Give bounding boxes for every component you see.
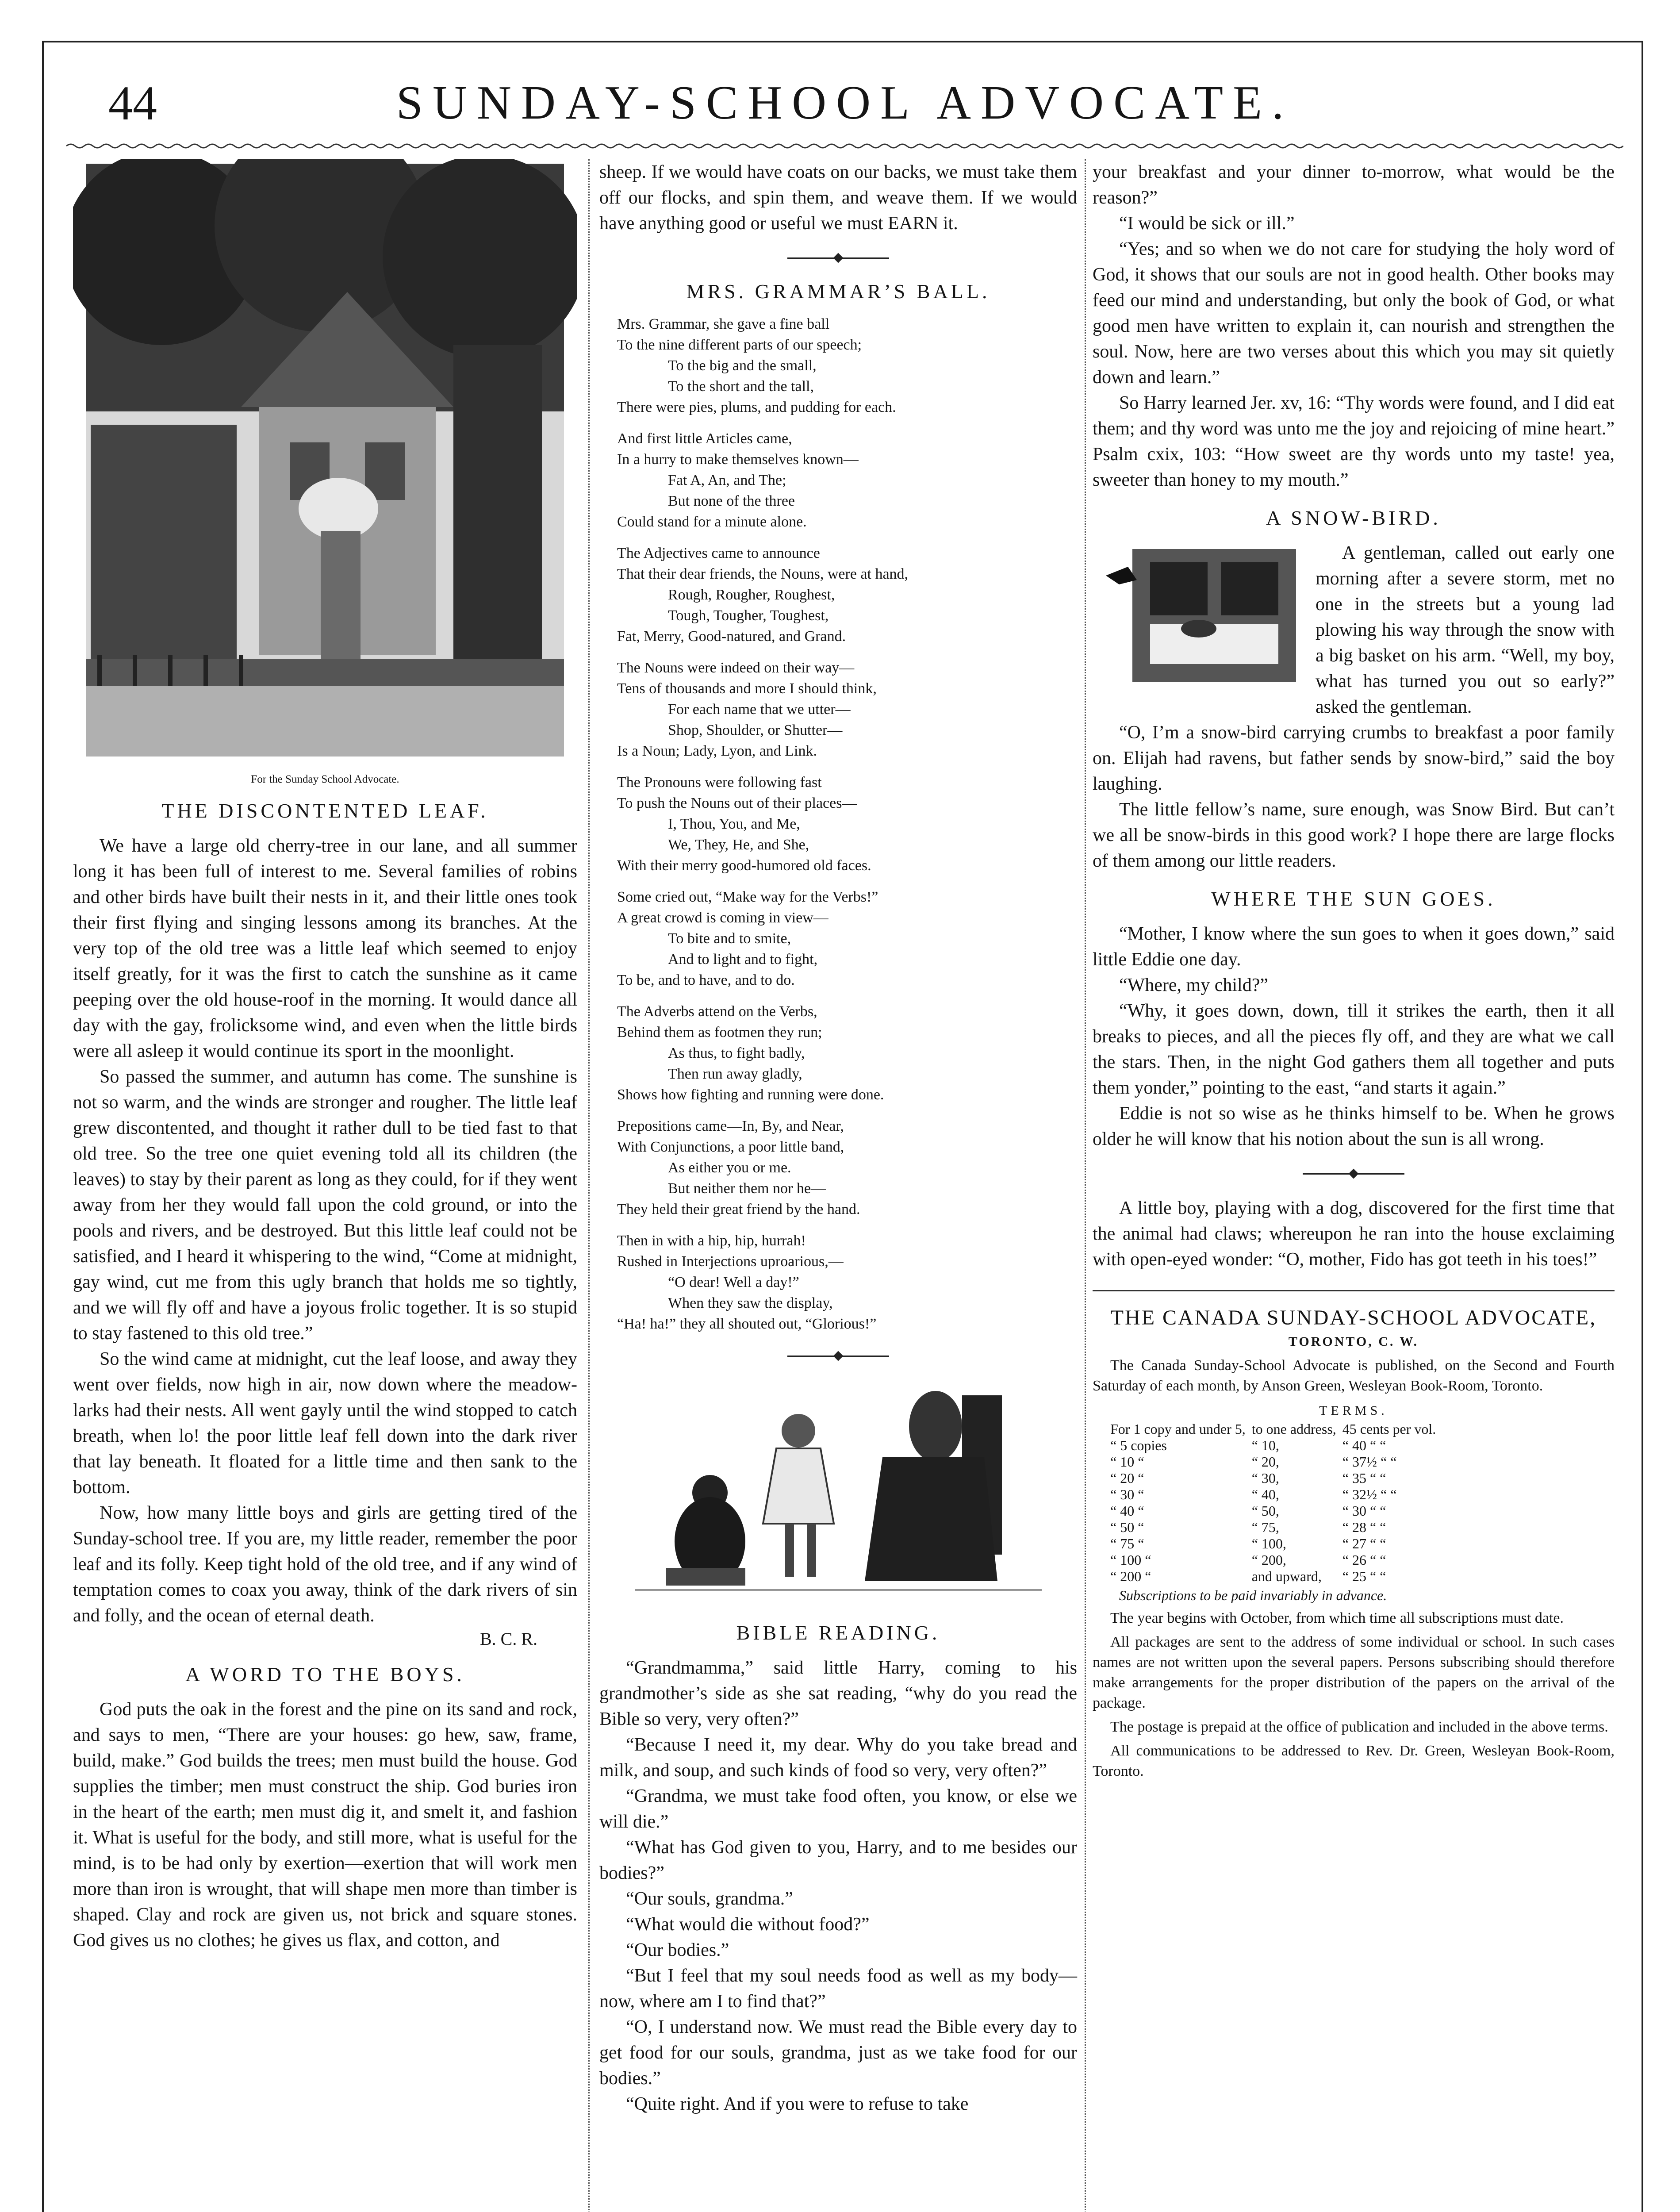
- terms-cell: “ 100,: [1251, 1536, 1286, 1551]
- grandmother-children-engraving: [599, 1378, 1077, 1608]
- poem-stanza: [617, 543, 1077, 647]
- terms-table: [1110, 1421, 1442, 1585]
- terms-cell: “ 27 “ “: [1342, 1536, 1386, 1551]
- boys-heading: A WORD TO THE BOYS.: [185, 1663, 465, 1686]
- column-1: [73, 159, 577, 2212]
- snowbird-heading: A SNOW-BIRD.: [1266, 507, 1441, 529]
- poem-line: Tens of thousands and more I should think,: [617, 680, 877, 697]
- poem-line: There were pies, plums, and pudding for each.: [617, 399, 896, 415]
- poem-line: Behind them as footmen they run;: [617, 1024, 822, 1041]
- poem-line: The Nouns were indeed on their way—: [617, 660, 855, 676]
- sun-paragraph-4: Eddie is not so wise as he thinks himself to be. When he grows older he will know that his notion about the sun is all wrong.: [1093, 1103, 1615, 1149]
- dog-paragraph: A little boy, playing with a dog, discovered for the first time that the animal had claws; whereupon he ran into the house exclaiming with open-eyed wonder: “O, mother, Fido has got teeth in his toes!”: [1093, 1198, 1615, 1270]
- boys-continued: sheep. If we would have coats on our backs, we must take them off our flocks, and spin them, and weave them. If we would have anything good or useful we must EARN it.: [599, 162, 1077, 234]
- bible-continued-4: So Harry learned Jer. xv, 16: “Thy words were found, and I did eat them; and thy word was unto me the joy and rejoicing of mine heart.” Psalm cxix, 103: “How sweet are thy words unto my taste! yea, sweeter than honey to my mouth.”: [1093, 393, 1615, 490]
- poem-line: With Conjunctions, a poor little band,: [617, 1139, 844, 1155]
- terms-cell: “ 50,: [1251, 1503, 1279, 1519]
- poem-line: To the short and the tall,: [668, 378, 814, 395]
- poem-line: Mrs. Grammar, she gave a fine ball: [617, 316, 830, 332]
- poem-line: Then run away gladly,: [668, 1066, 802, 1082]
- poem-line: Rough, Rougher, Roughest,: [668, 587, 835, 603]
- terms-cell: “ 20 “: [1110, 1470, 1144, 1486]
- snowbird-paragraph-3: The little fellow’s name, sure enough, was Snow Bird. But can’t we all be snow-birds in this good work? I hope there are large flocks of them among our little readers.: [1093, 799, 1615, 871]
- ball-heading: MRS. GRAMMAR’S BALL.: [686, 280, 990, 303]
- terms-cell: “ 26 “ “: [1342, 1552, 1386, 1568]
- poem-line: I, Thou, You, and Me,: [668, 816, 800, 832]
- boys-paragraph: God puts the oak in the forest and the pine on its sand and rock, and says to men, “There are your houses: go hew, saw, frame, build, make.” God builds the trees; men must build the house. God supplies the timber; men must construct the ship. God buries iron in the heart of the earth; men must dig it, and smelt it, and fashion it. What is useful for the body, and still more, what is useful for the mind, is to be had only by exertion—exertion that will work men more than iron is wrought, that will shape men more than timber is shaped. Clay and rock are given us, not brick and square stones. God gives us no clothes; he gives us flax, and cotton, and: [73, 1699, 577, 1951]
- poem-line: “O dear! Well a day!”: [668, 1274, 799, 1290]
- notice-rule: [1093, 1290, 1615, 1291]
- poem-line: But none of the three: [668, 493, 795, 509]
- poem-stanza: [617, 1230, 1077, 1334]
- leaf-paragraph-1: We have a large old cherry-tree in our lane, and all summer long it has been full of interest to me. Several families of robins and other birds have built their nests in it, and their little ones took their first flying and singing lessons among its branches. At the very top of the old tree was a little leaf which seemed to enjoy itself greatly, for it was the first to catch the sunshine as it came peeping over the old house-roof in the morning. It would dance all day with the gay, frolicksome wind, and even when the little birds were all asleep it would continue its sport in the moonlight.: [73, 836, 577, 1061]
- terms-row: [1110, 1552, 1442, 1568]
- leaf-signature: B. C. R.: [479, 1629, 537, 1649]
- notice-note-1: The year begins with October, from which time all subscriptions must date.: [1110, 1610, 1564, 1626]
- poem-stanza: [617, 887, 1077, 991]
- terms-cell: “ 10,: [1251, 1437, 1279, 1453]
- terms-cell: “ 25 “ “: [1342, 1568, 1386, 1584]
- poem-stanza: [617, 1116, 1077, 1220]
- poem-line: The Adjectives came to announce: [617, 545, 820, 561]
- terms-cell: “ 30 “: [1110, 1486, 1144, 1502]
- notice-heading: THE CANADA SUNDAY-SCHOOL ADVOCATE,: [1110, 1306, 1597, 1329]
- poem-line: With their merry good-humored old faces.: [617, 857, 871, 874]
- terms-row: [1110, 1486, 1442, 1503]
- poem-line: The Adverbs attend on the Verbs,: [617, 1003, 817, 1020]
- terms-cell: “ 37½ “ “: [1342, 1454, 1397, 1470]
- poem-line: Prepositions came—In, By, and Near,: [617, 1118, 844, 1134]
- poem-line: For each name that we utter—: [668, 701, 851, 718]
- leaf-paragraph-3: So the wind came at midnight, cut the leaf loose, and away they went over fields, now high in air, now down where the meadow-larks had their nests. All went gayly until the wind stopped to catch breath, when lo! the poor little leaf fell down into the dark river that lay beneath. It floated for a little time and then sank to the bottom.: [73, 1349, 577, 1498]
- column-rule-1: [588, 159, 590, 2212]
- snowbird-paragraph-2: “O, I’m a snow-bird carrying crumbs to breakfast a poor family on. Elijah had ravens, but father sends by snow-bird,” said the boy laughing.: [1093, 722, 1615, 794]
- terms-cell: “ 10 “: [1110, 1454, 1144, 1470]
- poem-stanza: [617, 1001, 1077, 1105]
- poem-line: We, They, He, and She,: [668, 837, 809, 853]
- terms-row: [1110, 1568, 1442, 1585]
- terms-note: Subscriptions to be paid invariably in advance.: [1119, 1587, 1387, 1603]
- ball-poem: [599, 314, 1077, 1334]
- terms-cell: For 1 copy and under 5,: [1110, 1421, 1246, 1437]
- bible-paragraph-4: “What has God given to you, Harry, and to me besides our bodies?”: [599, 1837, 1077, 1883]
- poem-line: Rushed in Interjections uproarious,—: [617, 1253, 844, 1270]
- bible-continued-2: “I would be sick or ill.”: [1119, 213, 1295, 234]
- terms-row: [1110, 1437, 1442, 1454]
- notice-intro: The Canada Sunday-School Advocate is published, on the Second and Fourth Saturday of each month, by Anson Green, Wesleyan Book-Room, Toronto.: [1093, 1357, 1615, 1394]
- bible-paragraph-3: “Grandma, we must take food often, you know, or else we will die.”: [599, 1786, 1077, 1832]
- column-2: [599, 159, 1077, 2212]
- masthead: [66, 74, 1623, 132]
- bible-paragraph-10: “Quite right. And if you were to refuse to take: [626, 2094, 969, 2114]
- poem-line: Shows how fighting and running were done.: [617, 1087, 884, 1103]
- article-byline: For the Sunday School Advocate.: [251, 773, 399, 785]
- separator: [1093, 1170, 1615, 1178]
- terms-cell: “ 75,: [1251, 1519, 1279, 1535]
- terms-title: TERMS.: [1319, 1403, 1388, 1418]
- notice-note-3: The postage is prepaid at the office of publication and included in the above terms.: [1110, 1719, 1608, 1735]
- terms-cell: “ 35 “ “: [1342, 1470, 1386, 1486]
- terms-row: [1110, 1503, 1442, 1519]
- masthead-rule: [66, 142, 1623, 150]
- poem-line: The Pronouns were following fast: [617, 774, 822, 791]
- sun-paragraph-3: “Why, it goes down, down, till it strikes the earth, then it all breaks to pieces, and all the pieces fly off, and they are what we call the stars. Then, in the night God gathers them all together and puts them yonder,” pointing to the east, “and starts it again.”: [1093, 1001, 1615, 1098]
- poem-line: And first little Articles came,: [617, 430, 792, 447]
- terms-cell: “ 28 “ “: [1342, 1519, 1386, 1535]
- poem-line: In a hurry to make themselves known—: [617, 451, 859, 468]
- terms-cell: “ 75 “: [1110, 1536, 1144, 1551]
- notice-note-4: All communications to be addressed to Rev. Dr. Green, Wesleyan Book-Room, Toronto.: [1093, 1743, 1615, 1779]
- poem-line: Shop, Shoulder, or Shutter—: [668, 722, 843, 738]
- poem-line: When they saw the display,: [668, 1295, 833, 1311]
- page-number: 44: [108, 76, 157, 130]
- poem-line: Some cried out, “Make way for the Verbs!”: [617, 889, 878, 905]
- poem-line: “Ha! ha!” they all shouted out, “Glorious!”: [617, 1316, 877, 1332]
- poem-line: Then in with a hip, hip, hurrah!: [617, 1233, 806, 1249]
- bible-paragraph-1: “Grandmamma,” said little Harry, coming to his grandmother’s side as she sat reading, “why do you read the Bible so very, very often?”: [599, 1658, 1077, 1729]
- poem-line: Fat A, An, and The;: [668, 472, 786, 488]
- poem-line: To the nine different parts of our speech;: [617, 337, 862, 353]
- poem-line: Fat, Merry, Good-natured, and Grand.: [617, 628, 846, 645]
- bible-paragraph-2: “Because I need it, my dear. Why do you take bread and milk, and soup, and such kinds of food so very, very often?”: [599, 1735, 1077, 1781]
- terms-cell: “ 100 “: [1110, 1552, 1151, 1568]
- poem-line: Could stand for a minute alone.: [617, 514, 807, 530]
- terms-cell: “ 200,: [1251, 1552, 1286, 1568]
- leaf-heading: THE DISCONTENTED LEAF.: [161, 799, 489, 822]
- separator: [599, 254, 1077, 262]
- poem-line: And to light and to fight,: [668, 951, 818, 968]
- terms-row: [1110, 1421, 1442, 1437]
- poem-line: To be, and to have, and to do.: [617, 972, 795, 988]
- terms-cell: “ 30 “ “: [1342, 1503, 1386, 1519]
- poem-line: As thus, to fight badly,: [668, 1045, 805, 1061]
- sun-heading: WHERE THE SUN GOES.: [1211, 887, 1496, 910]
- sun-paragraph-2: “Where, my child?”: [1119, 975, 1268, 995]
- snowbird-paragraph-1: A gentleman, called out early one morning after a severe storm, met no one in the streets but a young lad plowing his way through the snow with a big basket on his arm. “Well, my boy, what has turned you out so early?” asked the gentleman.: [1316, 543, 1615, 717]
- poem-stanza: [617, 657, 1077, 761]
- snowbird-engraving: [1093, 540, 1305, 691]
- bible-paragraph-7: “Our bodies.”: [626, 1940, 729, 1960]
- leaf-paragraph-2: So passed the summer, and autumn has come. The sunshine is not so warm, and the winds are stronger and rougher. The little leaf grew discontented, and thought it rather dull to be tied fast to that old tree. So the tree one quiet evening told all its children (the leaves) to stay by their parent as long as they could, for if they went away from her they would fall upon the cold ground, or into the pools and rivers, and be destroyed. But this little leaf could not be satisfied, and I heard it whispering to the wind, “Come at midnight, gay wind, cut me from this ugly branch that holds me so tightly, and we will fly off and have a joyous frolic together. It is so stupid to stay fastened to this old tree.”: [73, 1067, 577, 1344]
- sun-paragraph-1: “Mother, I know where the sun goes to when it goes down,” said little Eddie one day.: [1093, 924, 1615, 970]
- bible-continued-3: “Yes; and so when we do not care for studying the holy word of God, it shows that our souls are not in good health. Other books may feed our mind and understanding, but only the book of God, or what good men have written to explain it, can nourish and strengthen the soul. Now, here are two verses about this which you may sit quietly down and learn.”: [1093, 239, 1615, 388]
- terms-cell: “ 200 “: [1110, 1568, 1151, 1584]
- terms-row: [1110, 1454, 1442, 1470]
- poem-line: Is a Noun; Lady, Lyon, and Link.: [617, 743, 817, 759]
- terms-row: [1110, 1470, 1442, 1486]
- poem-line: To the big and the small,: [668, 357, 817, 374]
- poem-stanza: [617, 772, 1077, 876]
- terms-cell: “ 5 copies: [1110, 1437, 1167, 1453]
- terms-cell: 45 cents per vol.: [1342, 1421, 1436, 1437]
- terms-row: [1110, 1536, 1442, 1552]
- column-3: [1093, 159, 1615, 2212]
- poem-line: That their dear friends, the Nouns, were at hand,: [617, 566, 909, 582]
- terms-cell: and upward,: [1251, 1568, 1322, 1584]
- bible-paragraph-9: “O, I understand now. We must read the Bible every day to get food for our souls, grandma, just as we take food for our bodies.”: [599, 2017, 1077, 2089]
- poem-line: To bite and to smite,: [668, 930, 791, 947]
- notice-subheading: TORONTO, C. W.: [1288, 1334, 1419, 1349]
- terms-cell: “ 32½ “ “: [1342, 1486, 1397, 1502]
- terms-cell: “ 40,: [1251, 1486, 1279, 1502]
- column-rule-2: [1085, 159, 1086, 2212]
- bible-paragraph-5: “Our souls, grandma.”: [626, 1889, 793, 1909]
- terms-cell: “ 20,: [1251, 1454, 1279, 1470]
- poem-line: They held their great friend by the hand.: [617, 1201, 860, 1217]
- terms-cell: “ 40 “ “: [1342, 1437, 1386, 1453]
- boy-cottage-engraving: [73, 159, 577, 770]
- poem-line: But neither them nor he—: [668, 1180, 826, 1197]
- publication-title: SUNDAY-SCHOOL ADVOCATE.: [396, 77, 1294, 129]
- leaf-paragraph-4: Now, how many little boys and girls are getting tired of the Sunday-school tree. If you are, my little reader, remember the poor leaf and its folly. Keep tight hold of the old tree, and if any wind of temptation comes to coax you away, think of the dark rivers of sin and folly, and the ocean of eternal death.: [73, 1503, 577, 1626]
- terms-cell: “ 40 “: [1110, 1503, 1144, 1519]
- bible-paragraph-8: “But I feel that my soul needs food as well as my body—now, where am I to find that?”: [599, 1966, 1077, 2012]
- poem-line: To push the Nouns out of their places—: [617, 795, 857, 811]
- poem-stanza: [617, 314, 1077, 418]
- bible-paragraph-6: “What would die without food?”: [626, 1914, 870, 1935]
- notice-note-2: All packages are sent to the address of some individual or school. In such cases names are not written upon the several papers. Persons subscribing should therefore make arrangements for the proper distribution of the papers on the arrival of the package.: [1093, 1634, 1615, 1711]
- separator: [599, 1352, 1077, 1360]
- poem-stanza: [617, 428, 1077, 532]
- bible-continued-1: your breakfast and your dinner to-morrow, what would be the reason?”: [1093, 162, 1615, 208]
- terms-cell: “ 30,: [1251, 1470, 1279, 1486]
- poem-line: As either you or me.: [668, 1160, 791, 1176]
- terms-cell: to one address,: [1251, 1421, 1336, 1437]
- poem-line: Tough, Tougher, Toughest,: [668, 607, 829, 624]
- bible-heading: BIBLE READING.: [736, 1621, 940, 1644]
- terms-row: [1110, 1519, 1442, 1536]
- poem-line: A great crowd is coming in view—: [617, 910, 828, 926]
- terms-cell: “ 50 “: [1110, 1519, 1144, 1535]
